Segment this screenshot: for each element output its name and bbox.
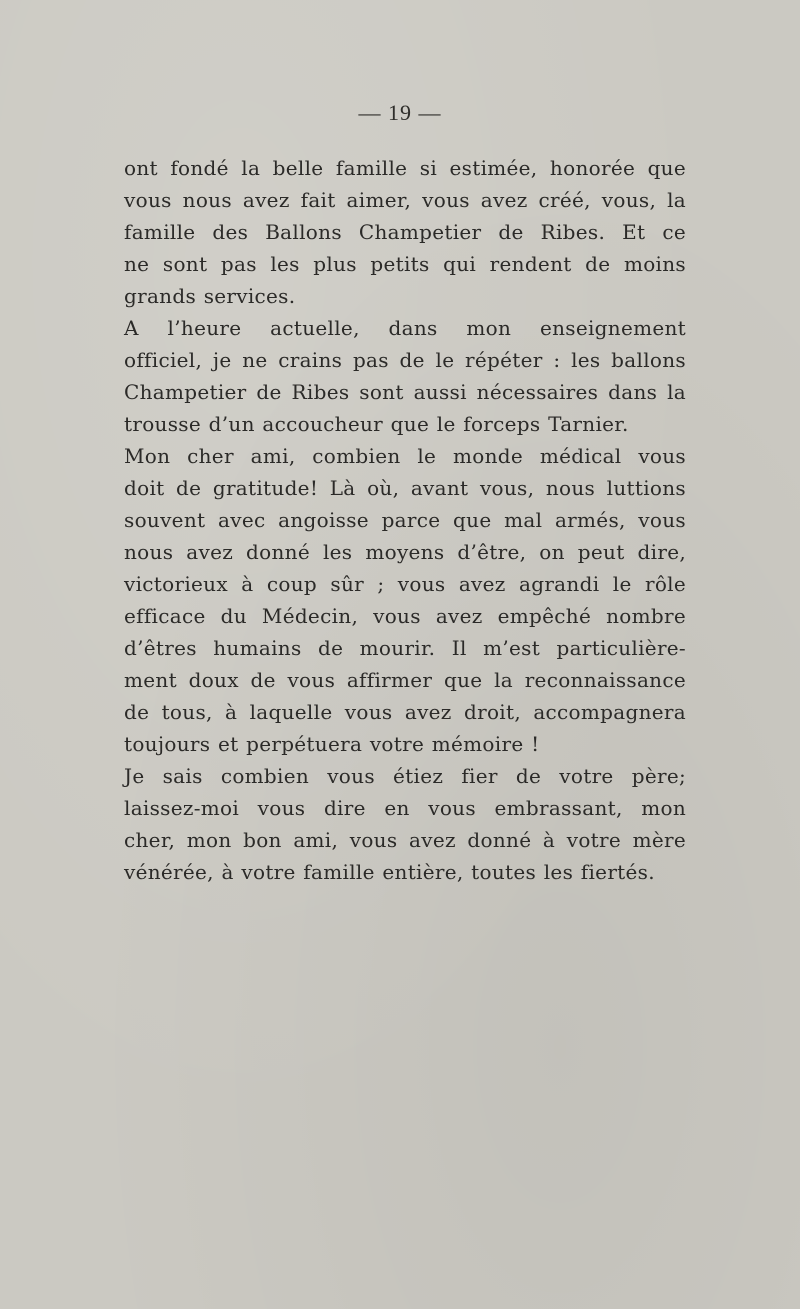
text-line: vous nous avez fait aimer, vous avez créé, vous, la [124, 188, 686, 212]
text-line: cher, mon bon ami, vous avez donné à votre mère [124, 828, 686, 852]
text-line: trousse d’un accoucheur que le forceps Tarnier. [124, 412, 629, 436]
text-line: souvent avec angoisse parce que mal armés, vous [124, 508, 686, 532]
text-line: d’êtres humains de mourir. Il m’est particulière- [124, 636, 686, 660]
text-line: ont fondé la belle famille si estimée, honorée que [124, 156, 686, 180]
text-line: Champetier de Ribes sont aussi nécessaires dans la [124, 380, 686, 404]
text-line: laissez-moi vous dire en vous embrassant, mon [124, 796, 686, 820]
page-number: — 19 — [358, 100, 442, 125]
text-line: nous avez donné les moyens d’être, on peut dire, [124, 540, 686, 564]
body-text [124, 152, 686, 888]
text-line: efficace du Médecin, vous avez empêché nombre [124, 604, 686, 628]
text-line: victorieux à coup sûr ; vous avez agrandi le rôle [124, 572, 686, 596]
text-line: Je sais combien vous étiez fier de votre père; [124, 764, 686, 788]
text-line: ne sont pas les plus petits qui rendent de moins [124, 252, 686, 276]
text-line: ment doux de vous affirmer que la reconnaissance [124, 668, 686, 692]
text-line: officiel, je ne crains pas de le répéter : les ballons [124, 348, 686, 372]
text-line: doit de gratitude! Là où, avant vous, nous luttions [124, 476, 686, 500]
text-line: vénérée, à votre famille entière, toutes les fiertés. [124, 860, 655, 884]
text-line: grands services. [124, 284, 296, 308]
text-line: toujours et perpétuera votre mémoire ! [124, 732, 540, 756]
text-line: A l’heure actuelle, dans mon enseignement [124, 316, 686, 340]
text-line: famille des Ballons Champetier de Ribes. Et ce [124, 220, 686, 244]
text-line: de tous, à laquelle vous avez droit, accompagnera [124, 700, 686, 724]
text-line: Mon cher ami, combien le monde médical vous [124, 444, 686, 468]
